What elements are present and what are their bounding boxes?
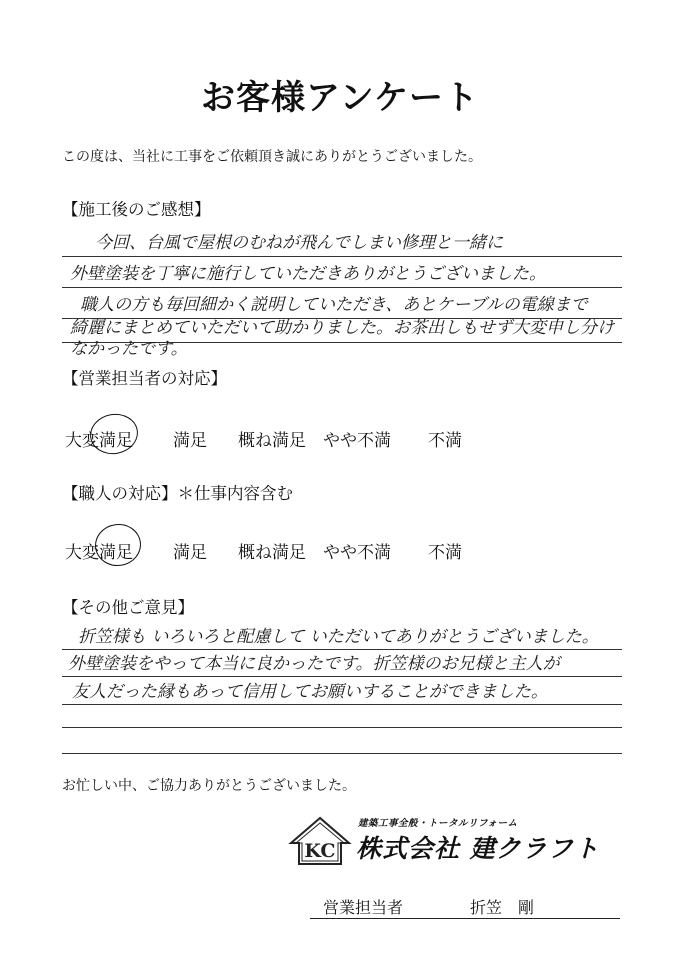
rating-option: やや不満 bbox=[323, 543, 391, 563]
sales-heading: 【営業担当者の対応】 bbox=[62, 369, 227, 388]
company-logo bbox=[288, 815, 618, 870]
rating-option: 満足 bbox=[173, 431, 207, 451]
rating-option: 不満 bbox=[428, 543, 462, 563]
impression-line: 今回、台風で屋根のむねが飛んでしまい修理と一緒に bbox=[95, 233, 503, 253]
writing-rule bbox=[62, 727, 622, 728]
impression-line: なかったです。 bbox=[70, 339, 188, 359]
comment-line: 友人だった縁もあって信用してお願いすることができました。 bbox=[72, 682, 548, 702]
company-tagline: 建築工事全般・トータルリフォーム bbox=[358, 818, 518, 829]
rating-option: 大変満足 bbox=[65, 543, 133, 563]
company-name: 株式会社 建クラフト bbox=[356, 834, 600, 863]
rating-option: 不満 bbox=[428, 431, 462, 451]
craftsman-heading: 【職人の対応】＊仕事内容含む bbox=[62, 484, 293, 503]
comment-line: 折笠様も いろいろと配慮して いただいてありがとうございました。 bbox=[78, 627, 599, 647]
impression-line: 綺麗にまとめていただいて助かりました。お茶出しもせず大変申し分け bbox=[70, 318, 614, 338]
sales-rep-label: 営業担当者 bbox=[323, 898, 404, 917]
rating-option: 大変満足 bbox=[65, 431, 133, 451]
writing-rule bbox=[62, 704, 622, 705]
sales-rep-name: 折笠 剛 bbox=[470, 898, 535, 917]
writing-rule bbox=[62, 287, 622, 288]
impression-line: 外壁塗装を丁寧に施行していただきありがとうございました。 bbox=[70, 264, 546, 284]
impressions-heading: 【施工後のご感想】 bbox=[62, 200, 211, 219]
page-title: お客様アンケート bbox=[201, 78, 479, 118]
house-emblem-icon bbox=[288, 815, 352, 867]
writing-rule bbox=[62, 753, 622, 754]
impression-line: 職人の方も毎回細かく説明していただき、あとケーブルの電線まで bbox=[80, 295, 588, 315]
rating-option: 概ね満足 bbox=[238, 543, 306, 563]
other-heading: 【その他ご意見】 bbox=[62, 598, 194, 617]
closing-text: お忙しい中、ご協力ありがとうございました。 bbox=[62, 778, 356, 794]
writing-rule bbox=[62, 256, 622, 257]
emblem-letters: KC bbox=[304, 840, 336, 862]
rating-option: 概ね満足 bbox=[238, 431, 306, 451]
comment-line: 外壁塗装をやって本当に良かったです。折笠様のお兄様と主人が bbox=[68, 654, 560, 674]
rating-option: やや不満 bbox=[323, 431, 391, 451]
signature-rule bbox=[310, 918, 620, 919]
intro-text: この度は、当社に工事をご依頼頂き誠にありがとうございました。 bbox=[62, 149, 482, 165]
rating-option: 満足 bbox=[173, 543, 207, 563]
